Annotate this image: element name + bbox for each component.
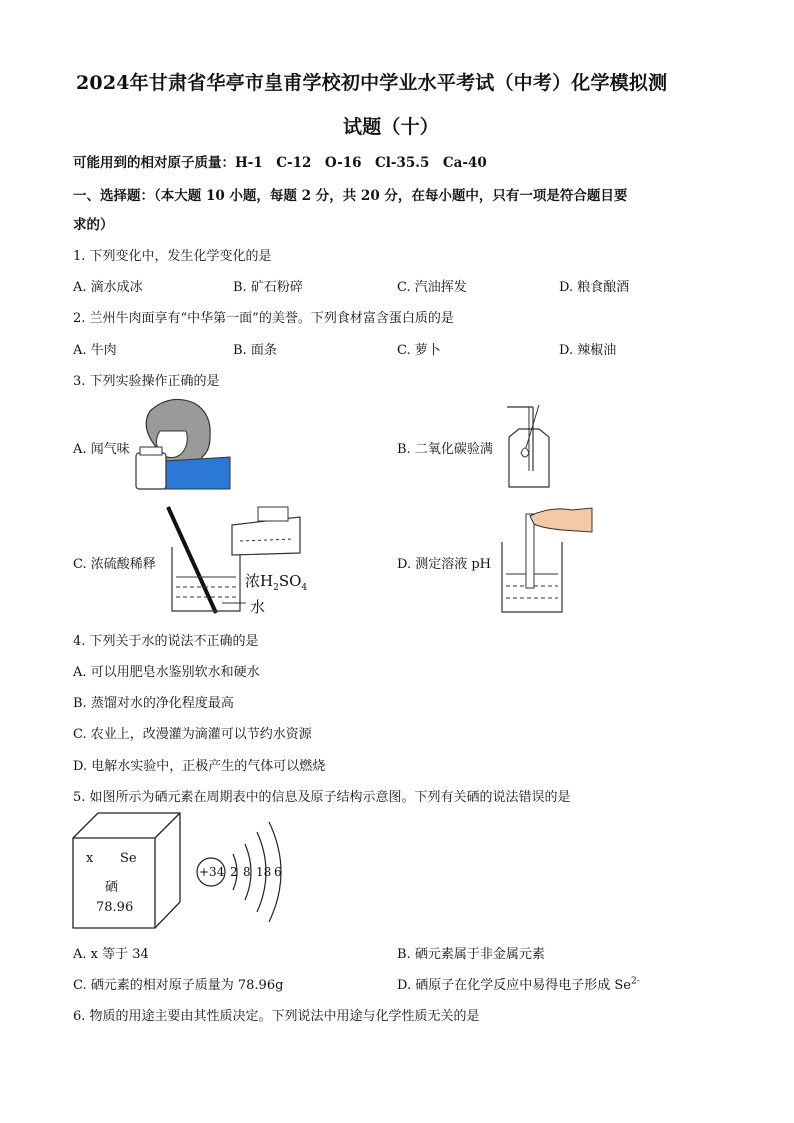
q2-option-d[interactable]: D. 辣椒油 — [559, 343, 617, 358]
shell-3-electrons: 18 — [256, 865, 272, 879]
q4-option-c[interactable]: C. 农业上，改漫灌为滴灌可以节约水资源 — [73, 727, 312, 742]
cell-atomic-number: x — [86, 851, 94, 866]
q3-option-c[interactable]: C. 浓硫酸稀释 — [73, 557, 156, 572]
q1-option-b[interactable]: B. 矿石粉碎 — [233, 280, 303, 295]
q5-option-c[interactable]: C. 硒元素的相对原子质量为 78.96g — [73, 978, 284, 993]
smelling-figure — [130, 397, 230, 489]
q2-option-b[interactable]: B. 面条 — [233, 343, 277, 358]
question-2-stem: 2. 兰州牛肉面享有“中华第一面”的美誉。下列食材富含蛋白质的是 — [73, 311, 454, 326]
co2-test-figure — [505, 401, 555, 491]
q1-option-c[interactable]: C. 汽油挥发 — [397, 280, 467, 295]
q4-option-b[interactable]: B. 蒸馏对水的净化程度最高 — [73, 696, 234, 711]
shell-4-electrons: 6 — [274, 865, 282, 879]
cell-mass: 78.96 — [96, 900, 134, 915]
shell-2-electrons: 8 — [243, 865, 251, 879]
q3-option-d[interactable]: D. 测定溶液 pH — [397, 557, 492, 572]
dilution-figure — [160, 505, 320, 615]
question-1-stem: 1. 下列变化中，发生化学变化的是 — [73, 249, 272, 264]
q3-option-a[interactable]: A. 闻气味 — [73, 442, 130, 457]
q5-option-a[interactable]: A. x 等于 34 — [73, 947, 149, 962]
q2-option-a[interactable]: A. 牛肉 — [73, 343, 117, 358]
q4-option-d[interactable]: D. 电解水实验中，正极产生的气体可以燃烧 — [73, 759, 326, 774]
q5-option-d[interactable]: D. 硒原子在化学反应中易得电子形成 $Se^{2-}$ — [397, 976, 640, 993]
water-label: 水 — [250, 598, 266, 616]
q1-option-d[interactable]: D. 粮食酿酒 — [559, 280, 630, 295]
q5-option-b[interactable]: B. 硒元素属于非金属元素 — [397, 947, 545, 962]
question-4-stem: 4. 下列关于水的说法不正确的是 — [73, 634, 259, 649]
q3-option-b[interactable]: B. 二氧化碳验满 — [397, 442, 493, 457]
section-heading-line2: 求的） — [73, 217, 114, 233]
atomic-mass-note: 可能用到的相对原子质量：H-1 C-12 O-16 Cl-35.5 Ca-40 — [73, 155, 487, 171]
acid-label: 浓$H_2SO_4$ — [245, 572, 308, 593]
shell-1-electrons: 2 — [230, 865, 238, 879]
section-heading-line1: 一、选择题：（本大题 10 小题，每题 2 分，共 20 分，在每小题中，只有一项是符合题目要 — [73, 188, 628, 204]
q1-option-a[interactable]: A. 滴水成冰 — [73, 280, 143, 295]
question-3-stem: 3. 下列实验操作正确的是 — [73, 374, 220, 389]
ph-test-figure — [500, 502, 592, 614]
cell-name: 硒 — [105, 880, 119, 895]
question-6-stem: 6. 物质的用途主要由其性质决定。下列说法中用途与化学性质无关的是 — [73, 1009, 480, 1024]
question-5-stem: 5. 如图所示为硒元素在周期表中的信息及原子结构示意图。下列有关硒的说法错误的是 — [73, 790, 571, 805]
exam-title-line2: 试题（十） — [343, 116, 440, 138]
q4-option-a[interactable]: A. 可以用肥皂水鉴别软水和硬水 — [73, 665, 260, 680]
exam-title-line1: 2024年甘肃省华亭市皇甫学校初中学业水平考试（中考）化学模拟测 — [76, 72, 668, 94]
nucleus-charge: +34 — [199, 865, 225, 879]
cell-symbol: Se — [120, 851, 137, 866]
q2-option-c[interactable]: C. 萝卜 — [397, 343, 441, 358]
